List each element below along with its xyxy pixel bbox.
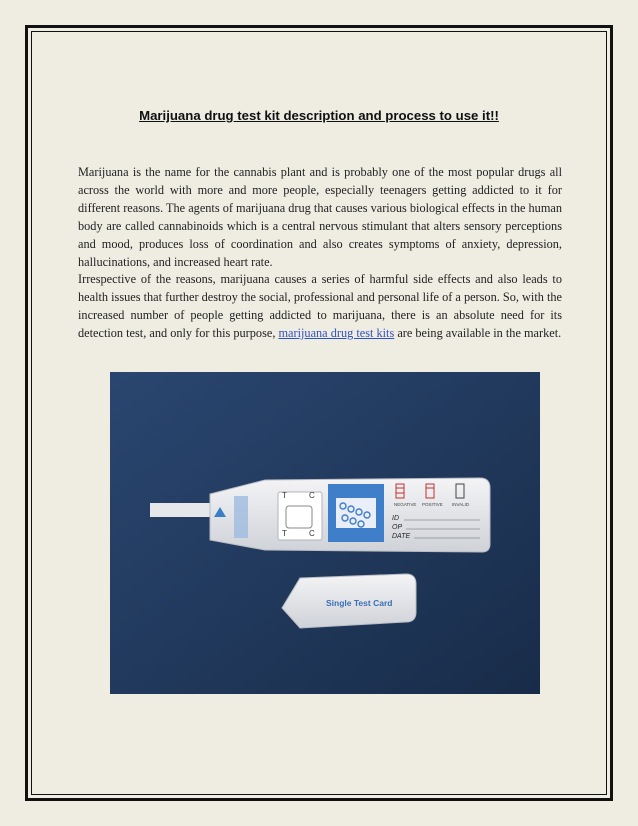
- single-test-card-label: Single Test Card: [326, 598, 393, 608]
- id-label: ID: [392, 515, 399, 522]
- date-label: DATE: [392, 533, 411, 540]
- test-kit-illustration: [110, 372, 540, 694]
- cassette-t-top: T: [282, 491, 287, 500]
- cassette-c-bottom: C: [309, 529, 315, 538]
- instruction-text-block: [234, 496, 248, 538]
- negative-label: NEGATIVE: [394, 502, 417, 507]
- cassette-c-top: C: [309, 491, 315, 500]
- paragraph-2-text-start: Irrespective of the reasons, marijuana causes a series of harmful side effects and also leads to health issues that further destroy the social, professional and personal life of a person. So, with the increased number of people getting addicted to marijuana, there is an absolute need for its detection test, and only for this purpose,: [78, 272, 562, 340]
- document-title: Marijuana drug test kit description and process to use it!!: [139, 108, 499, 123]
- op-label: OP: [392, 524, 403, 531]
- invalid-label: INVALID: [452, 502, 470, 507]
- marijuana-drug-test-kits-link[interactable]: marijuana drug test kits: [278, 326, 395, 340]
- positive-label: POSITIVE: [422, 502, 443, 507]
- paragraph-2: [78, 270, 562, 342]
- test-kit-photo: [110, 372, 540, 694]
- cassette-t-bottom: T: [282, 529, 287, 538]
- paragraph-2-text-end: are being available in the market.: [394, 326, 562, 340]
- paragraph-1: Marijuana is the name for the cannabis plant and is probably one of the most popular drugs all across the world with more and more people, especially teenagers getting addicted to it for different reasons. The agents of marijuana drug that causes various biological effects in the human body are called cannabinoids which is a central nervous stimulant that alters sensory perceptions and mood, produces loss of coordination and also creates symptoms of anxiety, depression, hallucinations, and increased heart rate.: [78, 165, 562, 269]
